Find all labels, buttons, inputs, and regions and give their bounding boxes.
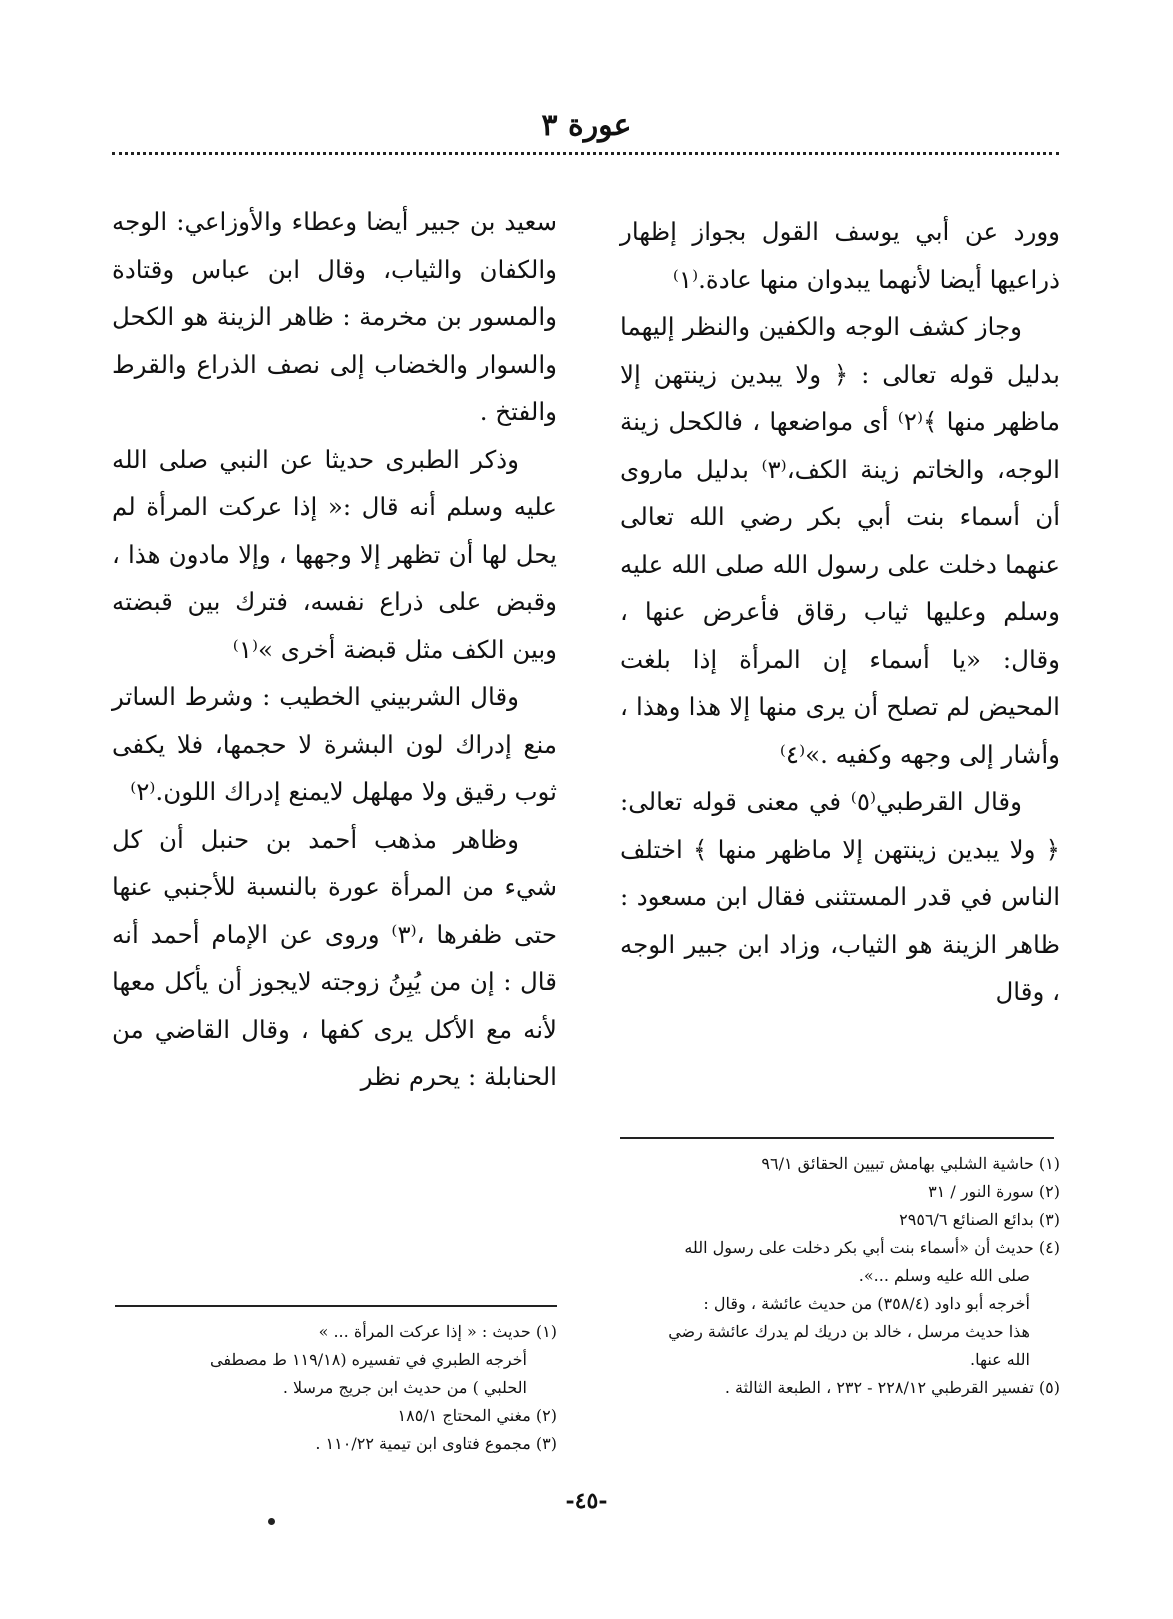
footnote-line: صلى الله عليه وسلم ...». [858,1266,1030,1285]
footnote-line: (٢) سورة النور / ٣١ [928,1182,1060,1201]
footnote-divider-left [115,1305,557,1307]
footnote-line: أخرجه أبو داود (٣٥٨/٤) من حديث عائشة ، وقال : [703,1294,1030,1313]
stray-dot [268,1518,275,1525]
right-column [620,208,1060,1016]
footnote-divider-right [620,1137,1054,1139]
footnote-line: أخرجه الطبري في تفسيره (١١٩/١٨ ط مصطفى [209,1350,527,1369]
paragraph: سعيد بن جبير أيضا وعطاء والأوزاعي: الوجه والكفان والثياب، وقال ابن عباس وقتادة والمسور بن مخرمة : ظاهر الزينة هو الكحل والسوار والخضاب إلى نصف الذراع والقرط والفتخ . [112,207,557,426]
paragraph: وقال الشربيني الخطيب : وشرط الساتر منع إدراك لون البشرة لا حجمها، فلا يكفى ثوب رقيق ولا مهلهل لايمنع إدراك اللون.⁽٢⁾ [112,682,557,806]
paragraph: وورد عن أبي يوسف القول بجواز إظهار ذراعيها أيضا لأنهما يبدوان منها عادة.⁽١⁾ [620,217,1060,294]
footnote-line: (٣) بدائع الصنائع ٢٩٥٦/٦ [899,1210,1060,1229]
page-number: -٤٥- [565,1488,608,1514]
footnote-line: (٥) تفسير القرطبي ٢٢٨/١٢ - ٢٣٢ ، الطبعة الثالثة . [724,1378,1060,1397]
paragraph: وجاز كشف الوجه والكفين والنظر إليهما بدليل قوله تعالى : ﴿ ولا يبدين زينتهن إلا ماظهر منها ﴾⁽٢⁾ أى مواضعها ، فالكحل زينة الوجه، والخاتم زينة الكف،⁽٣⁾ بدليل ماروى أن أسماء بنت أبي بكر رضي الله تعالى عنهما دخلت على رسول الله صلى الله عليه وسلم وعليها ثياب رقاق فأعرض عنها ، وقال: «يا أسماء إن المرأة إذا بلغت المحيض لم تصلح أن يرى منها إلا هذا وهذا ، وأشار إلى وجهه وكفيه .»⁽٤⁾ [620,312,1060,769]
footnote-line: الله عنها. [970,1350,1030,1369]
paragraph: وقال القرطبي⁽٥⁾ في معنى قوله تعالى:﴿ ولا يبدين زينتهن إلا ماظهر منها ﴾ اختلف الناس في قدر المستثنى فقال ابن مسعود : ظاهر الزينة هو الثياب، وزاد ابن جبير الوجه ، وقال [620,787,1060,1006]
paragraph: وظاهر مذهب أحمد بن حنبل أن كل شيء من المرأة عورة بالنسبة للأجنبي عنها حتى ظفرها ،⁽٣⁾ وروى عن الإمام أحمد أنه قال : إن من يُبِنُ زوجته لايجوز أن يأكل معها لأنه مع الأكل يرى كفها ، وقال القاضي من الحنابلة : يحرم نظر [112,824,557,1091]
page-header-title: عورة ٣ [541,108,632,143]
header-dotted-rule [112,152,1059,155]
footnote-line: الحلبي ) من حديث ابن جريج مرسلا . [282,1378,527,1397]
footnote-line: هذا حديث مرسل ، خالد بن دريك لم يدرك عائشة رضي [668,1322,1030,1341]
footnote-line: (١) حاشية الشلبي بهامش تبيين الحقائق ٩٦/١ [761,1154,1060,1173]
footnote-line: (٤) حديث أن «أسماء بنت أبي بكر دخلت على رسول الله [684,1238,1060,1257]
paragraph: وذكر الطبرى حديثا عن النبي صلى الله عليه وسلم أنه قال :« إذا عركت المرأة لم يحل لها أن تظهر إلا وجهها ، وإلا مادون هذا ، وقبض على ذراع نفسه، فترك بين قبضته وبين الكف مثل قبضة أخرى »⁽١⁾ [112,444,557,664]
footnote-line: (٣) مجموع فتاوى ابن تيمية ١١٠/٢٢ . [315,1434,557,1453]
left-column [112,198,557,1101]
footnotes-right [620,1150,1060,1402]
footnotes-left [112,1318,557,1458]
footnote-line: (٢) مغني المحتاج ١٨٥/١ [397,1406,557,1425]
footnote-line: (١) حديث : « إذا عركت المرأة ... » [318,1322,557,1341]
